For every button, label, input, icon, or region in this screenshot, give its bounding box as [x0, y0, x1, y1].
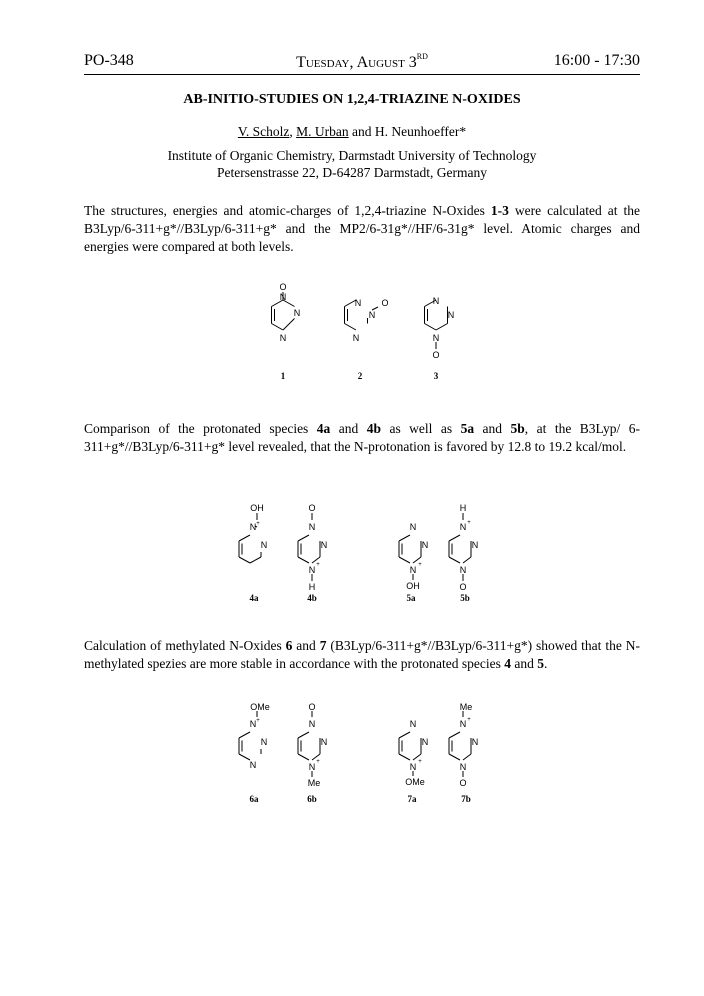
atom-N: N: [409, 762, 417, 772]
atom-N: N: [293, 308, 301, 318]
atom-Me: Me: [459, 702, 473, 712]
atom-OMe: OMe: [250, 702, 270, 712]
atom-OMe: OMe: [405, 777, 425, 787]
atom-N: N: [260, 737, 268, 747]
atom-N: N: [409, 565, 417, 575]
structure-7a: [399, 719, 428, 804]
atom-N: N: [308, 522, 316, 532]
paragraph-2: Comparison of the protonated species 4a and 4b as well as 5a and 5b, at the B3Lyp/ 6-311+g*//B3Lyp/6-311+g* level revealed, that the N-protonation is favored by 12.8 to 19.2 kcal/mol.: [84, 421, 641, 454]
compound-label-2: 2: [357, 371, 363, 381]
atom-N: N: [447, 310, 455, 320]
affiliation-line-2: Petersenstrasse 22, D-64287 Darmstadt, Germany: [217, 165, 487, 180]
session-time: 16:00 - 17:30: [553, 52, 640, 69]
structure-6a: [239, 702, 270, 804]
atom-O: O: [432, 350, 440, 360]
atom-N: N: [409, 522, 417, 532]
compound-label-4a: 4a: [249, 593, 259, 603]
atom-N: N: [249, 522, 257, 532]
charge-plus: +: [316, 759, 320, 765]
atom-N: N: [308, 762, 316, 772]
charge-plus: +: [418, 759, 422, 765]
atom-N: N: [279, 333, 287, 343]
compound-label-5b: 5b: [460, 593, 470, 603]
atom-N: N: [432, 333, 440, 343]
structure-6b: [298, 702, 327, 804]
atom-N: N: [459, 762, 467, 772]
atom-O: O: [459, 778, 467, 788]
atom-N: N: [249, 719, 257, 729]
author-1: V. Scholz: [237, 124, 290, 139]
structure-5a: [399, 522, 428, 603]
atom-O: O: [381, 298, 389, 308]
atom-N: N: [249, 760, 257, 770]
structure-4b: [298, 503, 327, 603]
paragraph-1: The structures, energies and atomic-charges of 1,2,4-triazine N-Oxides 1-3 were calculated at the B3Lyp/6-311+g*//B3Lyp/6-311+g* and the MP2/6-31g*//HF/6-31g* level. Atomic charges and energies were compared at both levels.: [84, 203, 640, 254]
atom-N: N: [308, 719, 316, 729]
atom-N: N: [320, 737, 328, 747]
affiliation-line-1: Institute of Organic Chemistry, Darmstadt University of Technology: [167, 148, 537, 163]
atom-N: N: [421, 540, 429, 550]
atom-N: N: [471, 737, 479, 747]
atom-N: N: [471, 540, 479, 550]
atom-OH: OH: [406, 581, 420, 591]
atom-H: H: [308, 582, 316, 592]
atom-OH: OH: [250, 503, 264, 513]
compound-label-5a: 5a: [406, 593, 416, 603]
compound-label-4b: 4b: [307, 593, 317, 603]
charge-plus: +: [467, 520, 471, 526]
structure-5b: [449, 503, 478, 603]
charge-plus: +: [467, 717, 471, 723]
poster-code: PO-348: [84, 52, 134, 69]
atom-N: N: [260, 540, 268, 550]
atom-N: N: [409, 719, 417, 729]
atom-Me: Me: [307, 778, 321, 788]
compound-label-1: 1: [280, 371, 286, 381]
structure-7b: [449, 702, 478, 804]
author-2: M. Urban: [296, 124, 349, 139]
charge-plus: +: [256, 521, 260, 527]
compound-label-6a: 6a: [249, 794, 259, 804]
atom-H: H: [459, 503, 467, 513]
atom-N: N: [308, 565, 316, 575]
atom-N: N: [320, 540, 328, 550]
session-day: Tuesday, August 3RD: [296, 52, 428, 71]
paper-title: AB-INITIO-STUDIES ON 1,2,4-TRIAZINE N-OXIDES: [183, 92, 521, 107]
atom-O: O: [308, 702, 316, 712]
atom-N: N: [368, 310, 376, 320]
atom-N: N: [354, 298, 362, 308]
compound-label-3: 3: [433, 371, 439, 381]
atom-N: N: [459, 565, 467, 575]
atom-N: N: [459, 522, 467, 532]
compound-label-7a: 7a: [407, 794, 417, 804]
charge-plus: +: [418, 562, 422, 568]
atom-N: N: [459, 719, 467, 729]
atom-N: N: [352, 333, 360, 343]
atom-N: N: [279, 292, 287, 302]
compound-label-6b: 6b: [307, 794, 317, 804]
atom-O: O: [459, 582, 467, 592]
atom-O: O: [279, 282, 287, 292]
structure-4a: [239, 503, 267, 603]
compound-label-7b: 7b: [461, 794, 471, 804]
paragraph-3: Calculation of methylated N-Oxides 6 and 7 (B3Lyp/6-311+g*//B3Lyp/6-311+g*) showed that the N-methylated spezies are more stable in accordance with the protonated species 4 and 5.: [84, 638, 640, 671]
charge-plus: +: [256, 718, 260, 724]
atom-N: N: [421, 737, 429, 747]
charge-plus: +: [316, 562, 320, 568]
author-list: V. Scholz, M. Urban and H. Neunhoeffer*: [237, 124, 467, 139]
atom-N: N: [432, 296, 440, 306]
atom-O: O: [308, 503, 316, 513]
